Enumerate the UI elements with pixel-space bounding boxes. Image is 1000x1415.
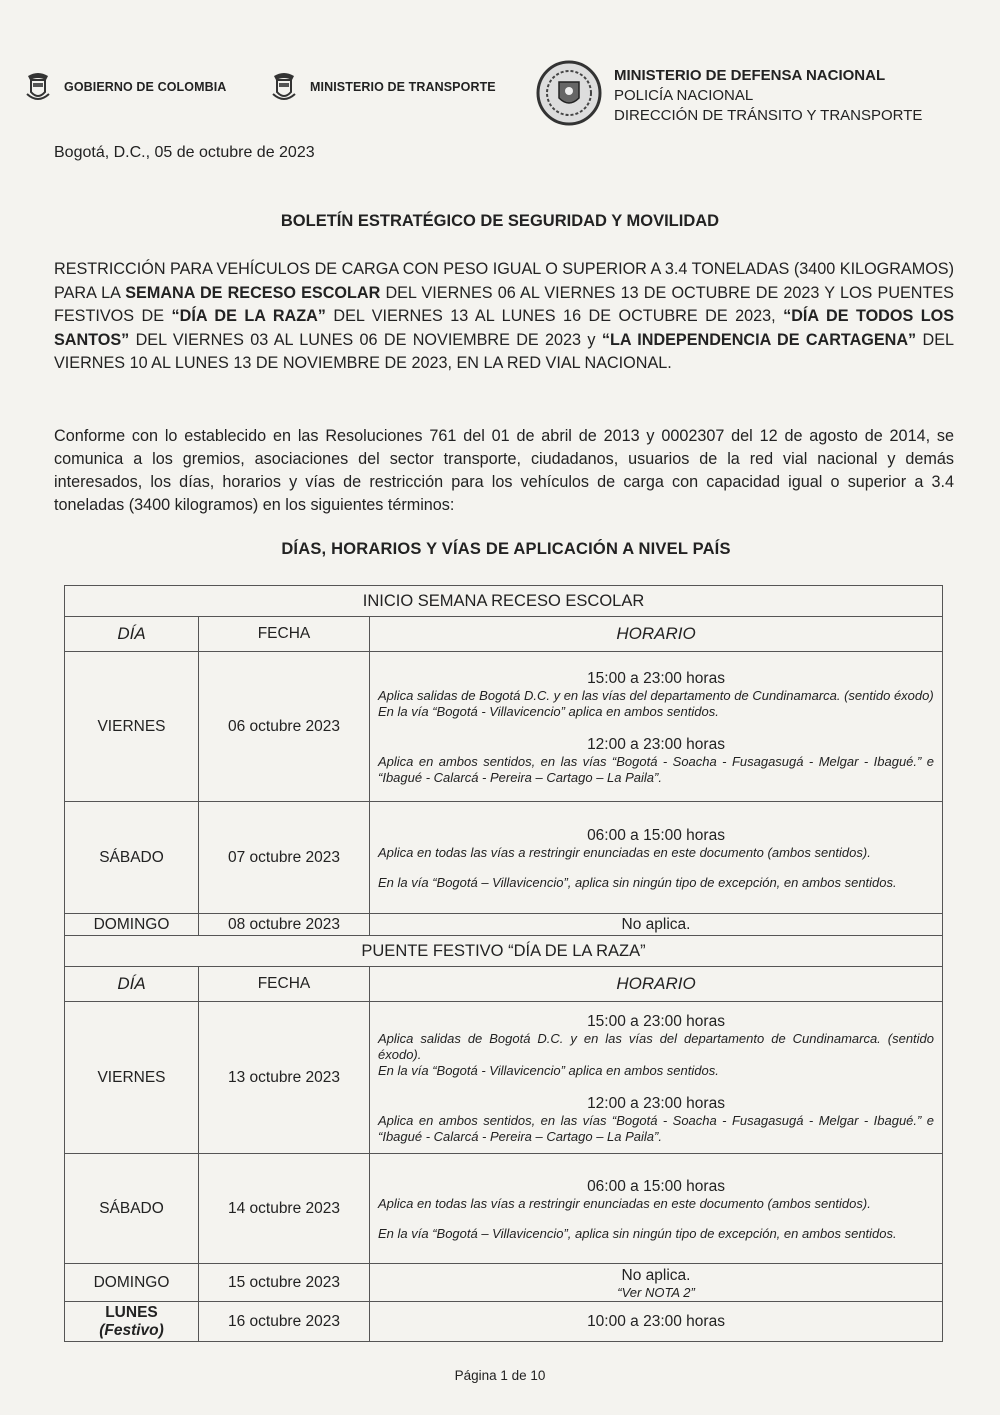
restriction-paragraph [54, 258, 954, 376]
hours-text: 15:00 a 23:00 horas [587, 1012, 725, 1030]
note-text: Aplica salidas de Bogotá D.C. y en las vías del departamento de Cundinamarca. (sentido éxodo). [378, 1030, 935, 1062]
cell-dia: SÁBADO [65, 802, 199, 914]
table-row [65, 1302, 943, 1342]
col-header-dia: DÍA [65, 967, 199, 1002]
note-text: Aplica en todas las vías a restringir enunciadas en este documento (ambos sentidos). [378, 1195, 871, 1211]
hours-text: 15:00 a 23:00 horas [587, 669, 725, 687]
section-title: INICIO SEMANA RECESO ESCOLAR [65, 586, 943, 617]
schedule-table [64, 585, 943, 1342]
note-text: En la vía “Bogotá - Villavicencio” aplica en ambos sentidos. [378, 703, 719, 719]
schedule-subtitle: DÍAS, HORARIOS Y VÍAS DE APLICACIÓN A NIVEL PAÍS [281, 540, 731, 558]
letterhead [20, 62, 980, 132]
day-label: LUNES [105, 1303, 158, 1321]
cell-fecha: 14 octubre 2023 [199, 1154, 370, 1264]
document-title: BOLETÍN ESTRATÉGICO DE SEGURIDAD Y MOVILIDAD [280, 212, 720, 230]
note-text: Aplica en ambos sentidos, en las vías “Bogotá - Soacha - Fusagasugá - Melgar - Ibagué.” e “Ibagué - Calarcá - Pereira – Cartago – La Paila”. [378, 1112, 935, 1144]
mdn-line3: DIRECCIÓN DE TRÁNSITO Y TRANSPORTE [614, 107, 923, 124]
section-title: PUENTE FESTIVO “DÍA DE LA RAZA” [65, 936, 943, 967]
cell-fecha: 06 octubre 2023 [199, 652, 370, 802]
col-header-dia: DÍA [65, 617, 199, 652]
cell-dia: DOMINGO [65, 914, 199, 936]
section-header-row [65, 936, 943, 967]
column-header-row [65, 967, 943, 1002]
cell-fecha: 08 octubre 2023 [199, 914, 370, 936]
hours-text: 06:00 a 15:00 horas [587, 826, 725, 844]
note-text: Aplica en ambos sentidos, en las vías “Bogotá - Soacha - Fusagasugá - Melgar - Ibagué.” e “Ibagué - Calarcá - Pereira – Cartago – La Paila”. [378, 753, 935, 785]
cell-fecha: 13 octubre 2023 [199, 1002, 370, 1154]
note-text: En la vía “Bogotá - Villavicencio” aplica en ambos sentidos. [378, 1062, 719, 1078]
cell-fecha: 15 octubre 2023 [199, 1264, 370, 1302]
table-row [65, 1002, 943, 1154]
cell-dia: SÁBADO [65, 1154, 199, 1264]
cell-fecha: 16 octubre 2023 [199, 1302, 370, 1342]
restriction-bold-1: SEMANA DE RECESO ESCOLAR [125, 283, 381, 302]
cell-dia: VIERNES [65, 652, 199, 802]
conforme-paragraph: Conforme con lo establecido en las Resoluciones 761 del 01 de abril de 2013 y 0002307 del 12 de agosto de 2014, se comunica a los gremios, asociaciones del sector transporte, ciudadanos, usuarios de la red vial nacional y demás interesados, los días, horarios y vías de restricción para los vehículos de carga con capacidad igual o superior a 3.4 toneladas (3400 kilogramos) en los siguientes términos: [54, 427, 954, 514]
cell-fecha: 07 octubre 2023 [199, 802, 370, 914]
document-date: Bogotá, D.C., 05 de octubre de 2023 [54, 144, 315, 161]
restriction-text-5: DEL VIERNES 10 AL LUNES 13 DE NOVIEMBRE DE 2023, EN LA RED VIAL NACIONAL. [54, 330, 954, 372]
table-row [65, 1154, 943, 1264]
note-text: Aplica en todas las vías a restringir enunciadas en este documento (ambos sentidos). [378, 844, 871, 860]
restriction-text-1: RESTRICCIÓN PARA VEHÍCULOS DE CARGA CON PESO IGUAL O SUPERIOR A 3.4 TONELADAS (3400 KILOGRAMOS) PARA LA [54, 260, 954, 302]
cell-horario: No aplica. [370, 914, 943, 936]
cell-horario [370, 1264, 943, 1302]
hours-text: 06:00 a 15:00 horas [587, 1177, 725, 1195]
section-header-row [65, 586, 943, 617]
restriction-bold-2: “DÍA DE LA RAZA” [171, 307, 326, 325]
note-text: “Ver NOTA 2” [617, 1284, 695, 1300]
note-text: Aplica salidas de Bogotá D.C. y en las vías del departamento de Cundinamarca. (sentido éxodo) [378, 687, 934, 703]
col-header-horario: HORARIO [370, 967, 943, 1002]
restriction-bold-3: “DÍA DE TODOS LOS SANTOS” [54, 307, 955, 349]
restriction-bold-4: “LA INDEPENDENCIA DE CARTAGENA” [601, 330, 917, 349]
table-row [65, 1264, 943, 1302]
cell-dia: VIERNES [65, 1002, 199, 1154]
col-header-horario: HORARIO [370, 617, 943, 652]
mdn-block [614, 66, 922, 126]
cell-horario: 10:00 a 23:00 horas [370, 1302, 943, 1342]
cell-dia [65, 1302, 199, 1342]
restriction-text-3: DEL VIERNES 13 AL LUNES 16 DE OCTUBRE DE 2023, [325, 307, 784, 325]
restriction-text-2: DEL VIERNES 06 AL VIERNES 13 DE OCTUBRE DE 2023 Y LOS PUENTES FESTIVOS DE [54, 283, 954, 325]
column-header-row [65, 617, 943, 652]
coat-of-arms-icon [24, 70, 52, 104]
table-row [65, 914, 943, 936]
gov-colombia-logo [24, 70, 226, 104]
table-row [65, 652, 943, 802]
mdn-line1: MINISTERIO DE DEFENSA NACIONAL [614, 67, 886, 84]
cell-horario [370, 1002, 943, 1154]
mdn-line2: POLICÍA NACIONAL [614, 87, 754, 104]
table-row [65, 802, 943, 914]
hours-text: 12:00 a 23:00 horas [587, 735, 725, 753]
note-text: En la vía “Bogotá – Villavicencio”, aplica sin ningún tipo de excepción, en ambos sentidos. [378, 874, 897, 890]
note-text: En la vía “Bogotá – Villavicencio”, aplica sin ningún tipo de excepción, en ambos sentidos. [378, 1225, 897, 1241]
hours-text: 12:00 a 23:00 horas [587, 1094, 725, 1112]
gov-colombia-label: GOBIERNO DE COLOMBIA [64, 80, 227, 94]
cell-horario [370, 802, 943, 914]
coat-of-arms-icon [270, 70, 298, 104]
police-shield-icon [534, 58, 604, 128]
page-number: Página 1 de 10 [454, 1368, 546, 1383]
cell-horario [370, 1154, 943, 1264]
mintransporte-label: MINISTERIO DE TRANSPORTE [310, 80, 496, 94]
cell-horario [370, 652, 943, 802]
day-sublabel: (Festivo) [99, 1321, 164, 1339]
col-header-fecha: FECHA [199, 967, 370, 1002]
cell-dia: DOMINGO [65, 1264, 199, 1302]
mintransporte-logo [270, 70, 496, 104]
restriction-text-4: DEL VIERNES 03 AL LUNES 06 DE NOVIEMBRE DE 2023 y [129, 330, 602, 349]
col-header-fecha: FECHA [199, 617, 370, 652]
hours-text: No aplica. [621, 1266, 691, 1284]
